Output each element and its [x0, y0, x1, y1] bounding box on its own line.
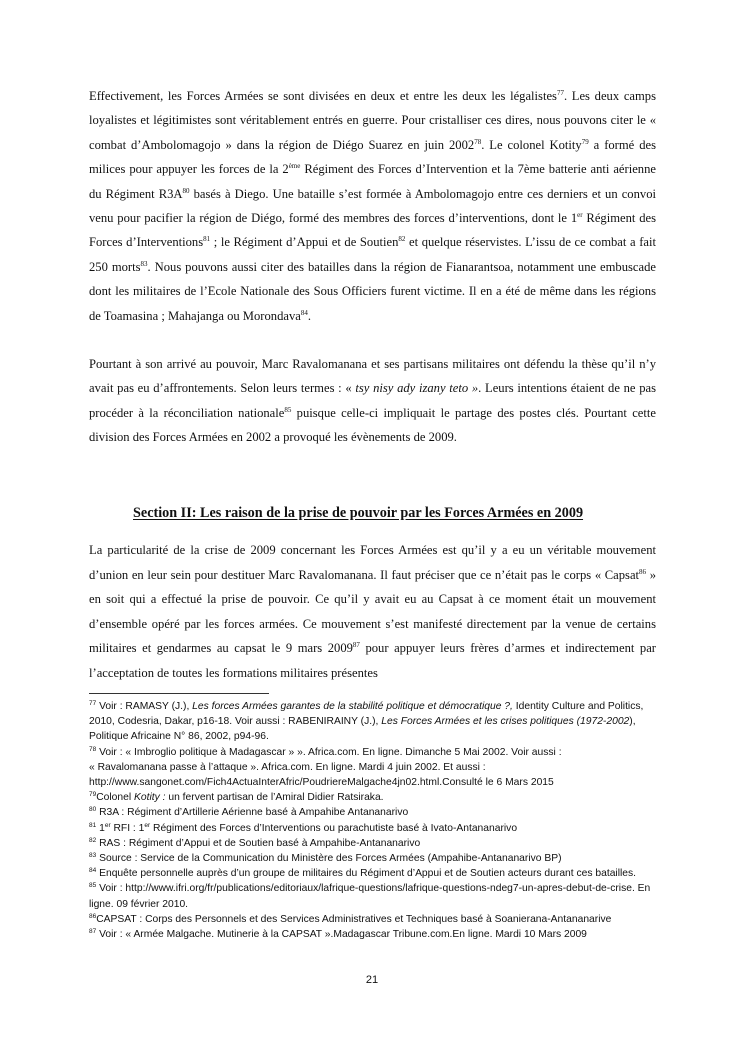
text: Voir : RAMASY (J.), [96, 701, 193, 712]
footnote-ref-79[interactable]: 79 [581, 137, 589, 146]
text: un fervent partisan de l’Amiral Didier Ratsiraka. [165, 792, 384, 804]
text: basés à Diego. Une bataille s’est formée à Ambolomagojo entre ces derniers et un convoi venu pour pacifier la région de Diégo, formé des membres des forces d’interventions, dont le 1 [89, 186, 656, 226]
footnote-ref-80[interactable]: 80 [182, 186, 190, 195]
text: Voir : « Armée Malgache. Mutinerie à la CAPSAT ».Madagascar Tribune.com.En ligne. Mardi 10 Mars 2009 [96, 929, 587, 941]
footnote-number: 77 [89, 700, 97, 707]
footnote-ref-77[interactable]: 77 [556, 89, 564, 97]
footnote-85 [89, 881, 661, 911]
footnote-number: 80 [89, 806, 97, 814]
footnote-link[interactable]: http://www.sangonet.com/Fich4ActuaInterAfric/PoudriereMalgache4jn02.html.Consulté le 6 Mars 2015 [89, 777, 554, 789]
footnote-number: 81 [89, 821, 97, 829]
footnote-84 [89, 866, 661, 881]
section-heading-text: Section II: Les raison de la prise de pouvoir par les Forces Armées en 2009 [133, 505, 584, 521]
footnote-ref-78[interactable]: 78 [474, 137, 482, 146]
footnote-number: 85 [89, 882, 97, 890]
text: a formé des milices pour appuyer les forces de la 2 [89, 137, 656, 177]
text: Régiment des Forces d’Interventions [89, 211, 656, 250]
text: « Ravalomanana passe à l’attaque ». Africa.com. En ligne. Mardi 4 juin 2002. Et aussi : [89, 761, 486, 773]
footnote-87 [89, 927, 661, 942]
text: 1 [96, 822, 105, 834]
footnote-number: 79 [89, 791, 97, 799]
footnote-79 [89, 790, 661, 805]
footnote-separator [89, 693, 269, 694]
footnote-81 [89, 821, 661, 836]
text: Identity Culture and Politics, 2010, Codesria, Dakar, p16-18. Voir aussi : RABENIRAINY (J.), [89, 701, 644, 728]
text: . Le colonel Kotity [481, 137, 582, 152]
text: Effectivement, les Forces Armées se sont divisées en deux et entre les deux les légalistes [89, 89, 557, 103]
footnote-number: 78 [89, 745, 97, 753]
footnote-number: 84 [89, 867, 97, 875]
text: La particularité de la crise de 2009 concernant les Forces Armées est qu’il y a eu un véritable mouvement d’union en leur sein pour destituer Marc Ravalomanana. Il faut préciser que ce n’était pas le corps « Capsat [89, 543, 656, 582]
footnote-82 [89, 836, 661, 851]
title-italic: Les Forces Armées et les crises politiques (1972-2002 [381, 716, 630, 728]
footnote-ref-87[interactable]: 87 [352, 641, 360, 650]
title-italic: Les forces Armées garantes de la stabilité politique et démocratique ?, [192, 701, 513, 712]
text: . Leurs intentions étaient de ne pas procéder à la réconciliation nationale [89, 381, 657, 420]
text: pour appuyer leurs frères d’armes et indirectement par l’acceptation de toutes les formations militaires présentes [89, 641, 656, 680]
text: Voir : « Imbroglio politique à Madagascar » ». Africa.com. En ligne. Dimanche 5 Mai 2002. Voir aussi : [96, 746, 562, 758]
text: ), Politique Africaine N° 86, 2002, p94-96. [89, 716, 636, 743]
page-number: 21 [365, 974, 379, 986]
footnote-77 [89, 699, 661, 745]
text: » en soit qui a effectué la prise de pouvoir. Ce qu’il y avait eu au Capsat à ce moment était un mouvement d’ensemble opéré par les forces armées. Ce mouvement s’est manifesté directement par la venue de certains militaires et gendarmes au capsat le 9 mars 2009 [89, 567, 656, 656]
text: . [307, 308, 312, 323]
ordinal-suffix: ème [288, 162, 301, 171]
ordinal-suffix: er [104, 821, 111, 829]
text: . Nous pouvons aussi citer des batailles dans la région de Fianarantsoa, notamment une embuscade dont les militaires de l’Ecole Nationale des Sous Officiers furent victime. Il en a été de même dans les régions de Toamasina ; Mahajanga ou Morondava [89, 259, 656, 323]
footnotes [89, 699, 661, 942]
text: et quelque réservistes. L’issu de ce combat a fait 250 morts [89, 235, 656, 274]
paragraph-2 [89, 352, 656, 450]
text: ; le Régiment d’Appui et de Soutien [210, 235, 399, 250]
footnote-number: 87 [89, 928, 97, 936]
footnote-ref-84[interactable]: 84 [300, 308, 308, 317]
ordinal-suffix: er [577, 211, 583, 220]
ordinal-suffix: er [144, 821, 151, 829]
text: . Les deux camps loyalistes et légitimistes sont véritablement entrés en guerre. Pour cristalliser ces dires, nous pouvons citer le « combat d’Ambolomagojo » dans la région de Diégo Suarez en juin 2002 [89, 89, 656, 152]
text: RFI : 1 [110, 822, 145, 834]
text: Enquête personnelle auprès d’un groupe de militaires du Régiment d’Appui et de Soutien acteurs durant ces batailles. [96, 868, 637, 880]
footnote-ref-82[interactable]: 82 [398, 235, 406, 244]
footnote-ref-86[interactable]: 86 [639, 567, 647, 576]
paragraph-1 [89, 84, 656, 328]
text: Régiment des Forces d’Interventions ou parachutiste basé à Ivato-Antananarivo [150, 822, 518, 834]
text: Régiment des Forces d’Intervention et la 7ème batterie anti aérienne du Régiment R3A [89, 162, 656, 201]
text: RAS : Régiment d’Appui et de Soutien basé à Ampahibe-Antananarivo [96, 837, 421, 849]
quote-italic: tsy nisy ady izany teto » [355, 381, 479, 396]
footnote-80 [89, 805, 661, 820]
footnote-number: 82 [89, 836, 97, 844]
footnote-86 [89, 912, 661, 927]
footnote-number: 83 [89, 852, 97, 860]
text: Pourtant à son arrivé au pouvoir, Marc Ravalomanana et ses partisans militaires ont défendu la thèse qu’il n’y avait pas eu d’affrontements. Selon leurs termes : « [89, 357, 656, 396]
footnote-83 [89, 851, 661, 866]
footnote-78 [89, 745, 661, 791]
footnote-number: 86 [89, 912, 97, 920]
section-heading [133, 505, 693, 522]
text: CAPSAT : Corps des Personnels et des Services Administratives et Techniques basé à Soanierana-Antananarive [96, 913, 612, 925]
text: Source : Service de la Communication du Ministère des Forces Armées (Ampahibe-Antananarivo BP) [96, 853, 562, 865]
text: puisque celle-ci impliquait le partage des postes clés. Pourtant cette division des Forces Armées en 2002 a provoqué les évènements de 2009. [89, 405, 656, 445]
footnote-ref-83[interactable]: 83 [140, 259, 148, 268]
footnote-ref-85[interactable]: 85 [284, 405, 292, 414]
paragraph-3 [89, 538, 656, 686]
text: R3A : Régiment d’Artillerie Aérienne basé à Ampahibe Antananarivo [96, 807, 409, 819]
footnote-link[interactable]: Voir : http://www.ifri.org/fr/publications/editoriaux/lafrique-questions/lafrique-questions-ndeg7-un-apres-debut-de-crise. En ligne. 09 février 2010. [89, 883, 651, 910]
footnote-ref-81[interactable]: 81 [203, 235, 211, 244]
name-italic: Kotity : [134, 792, 166, 804]
text: Colonel [96, 792, 135, 804]
